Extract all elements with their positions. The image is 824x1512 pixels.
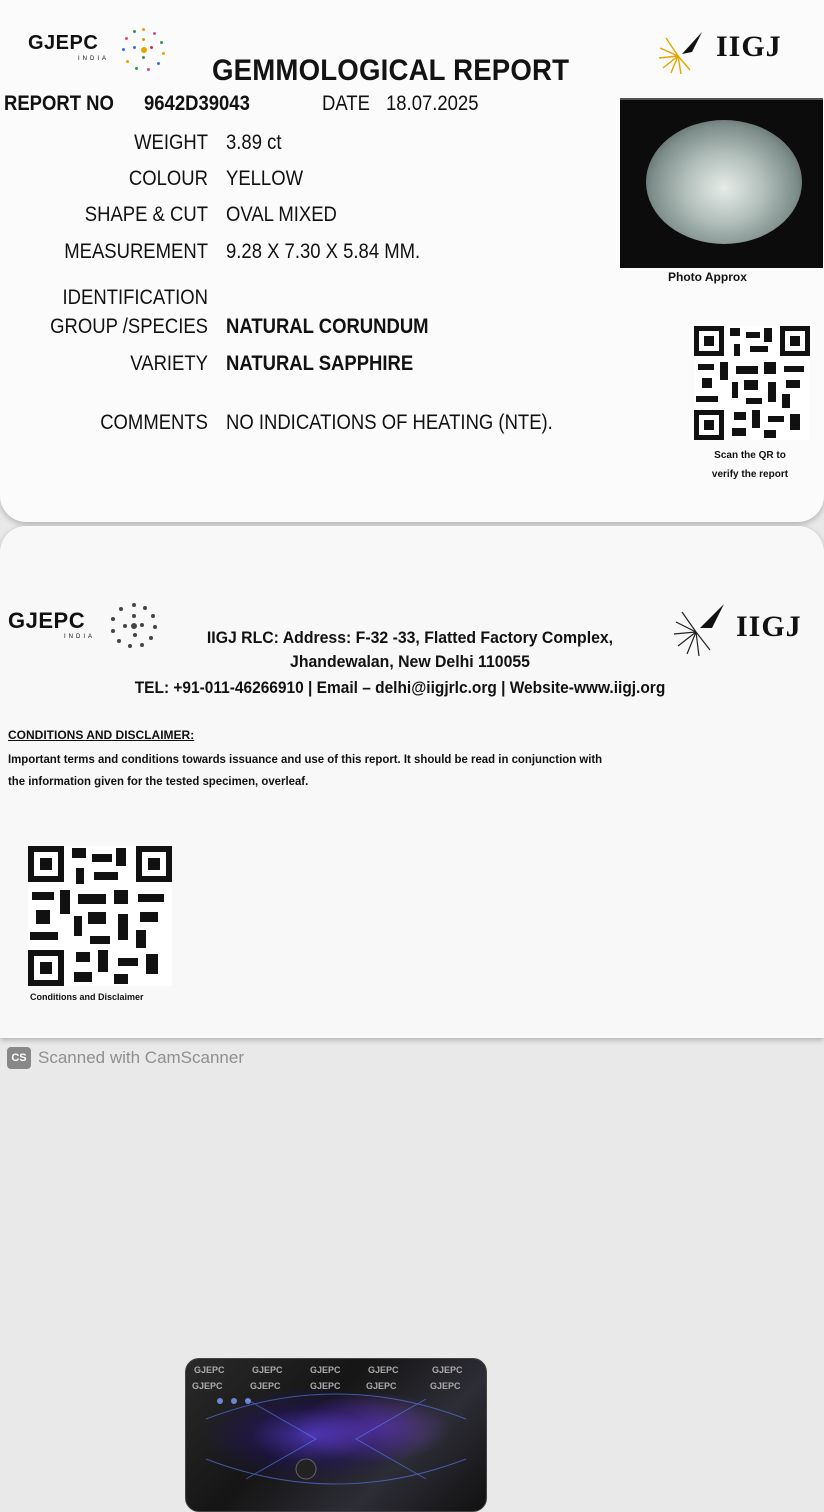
hologram-text-7: GJEPC <box>250 1381 281 1391</box>
date-label: DATE <box>322 92 370 115</box>
hologram-text-9: GJEPC <box>366 1381 397 1391</box>
iigj-logo-text-back: IIGJ <box>736 610 802 643</box>
conditions-qr-code[interactable] <box>28 846 172 986</box>
photo-caption: Photo Approx <box>668 270 747 284</box>
qr-caption <box>694 446 806 484</box>
sapphire-image <box>646 120 802 244</box>
hologram-text-10: GJEPC <box>430 1381 461 1391</box>
gemstone-photo <box>620 98 823 268</box>
shape-cut-label: SHAPE & CUT <box>84 203 208 226</box>
hologram-text-8: GJEPC <box>310 1381 341 1391</box>
identification-label: IDENTIFICATION <box>62 286 209 309</box>
conditions-line-2: the information given for the tested specimen, overleaf. <box>8 774 309 788</box>
hologram-text-1: GJEPC <box>194 1365 225 1375</box>
qr-caption-line-2: verify the report <box>711 469 789 480</box>
gjepc-logo-text: GJEPC <box>28 32 99 54</box>
address-line-2: Jhandewalan, New Delhi 110055 <box>290 652 530 671</box>
conditions-qr-caption: Conditions and Disclaimer <box>30 992 144 1002</box>
hologram-text-6: GJEPC <box>192 1381 223 1391</box>
measurement-value: 9.28 X 7.30 X 5.84 MM. <box>226 240 421 263</box>
gjepc-logo-subtext-back: INDIA <box>64 634 96 640</box>
camscanner-badge: CS <box>7 1047 31 1069</box>
weight-label: WEIGHT <box>134 131 208 154</box>
variety-value: NATURAL SAPPHIRE <box>226 352 414 375</box>
weight-value: 3.89 ct <box>226 131 282 154</box>
conditions-line-1: Important terms and conditions towards issuance and use of this report. It should be read in conjunction with <box>8 752 603 766</box>
security-hologram <box>185 1358 487 1512</box>
iigj-emblem-back-icon <box>672 598 728 658</box>
date-value: 18.07.2025 <box>386 92 479 115</box>
gjepc-emblem-icon <box>120 26 168 74</box>
iigj-emblem-icon <box>656 26 706 76</box>
comments-value: NO INDICATIONS OF HEATING (NTE). <box>226 411 553 434</box>
shape-cut-value: OVAL MIXED <box>226 203 337 226</box>
report-title: GEMMOLOGICAL REPORT <box>212 54 570 87</box>
iigj-logo-text: IIGJ <box>716 30 782 63</box>
report-no-value: 9642D39043 <box>144 92 250 115</box>
conditions-heading: CONDITIONS AND DISCLAIMER: <box>8 728 195 742</box>
hologram-text-2: GJEPC <box>252 1365 283 1375</box>
address-line-1: IIGJ RLC: Address: F-32 -33, Flatted Factory Complex, <box>206 628 614 647</box>
camscanner-watermark: Scanned with CamScanner <box>38 1048 245 1067</box>
gjepc-logo-text-back: GJEPC <box>8 608 86 633</box>
qr-caption-line-1: Scan the QR to <box>714 450 786 461</box>
colour-value: YELLOW <box>226 167 304 190</box>
variety-label: VARIETY <box>130 352 208 375</box>
hologram-text-3: GJEPC <box>310 1365 341 1375</box>
contact-line: TEL: +91-011-46266910 | Email – delhi@iigjrlc.org | Website-www.iigj.org <box>134 678 666 697</box>
comments-label: COMMENTS <box>100 411 208 434</box>
colour-label: COLOUR <box>128 167 208 190</box>
group-species-label: GROUP /SPECIES <box>50 315 209 338</box>
gjepc-logo-subtext: INDIA <box>78 56 110 62</box>
group-species-value: NATURAL CORUNDUM <box>226 315 429 338</box>
gjepc-emblem-back-icon <box>108 600 160 652</box>
verify-qr-code[interactable] <box>694 326 810 440</box>
report-front-card <box>0 0 824 522</box>
report-no-label: REPORT NO <box>4 92 114 115</box>
measurement-label: MEASUREMENT <box>64 240 209 263</box>
hologram-pattern-icon <box>186 1359 486 1511</box>
hologram-text-4: GJEPC <box>368 1365 399 1375</box>
hologram-text-5: GJEPC <box>432 1365 463 1375</box>
